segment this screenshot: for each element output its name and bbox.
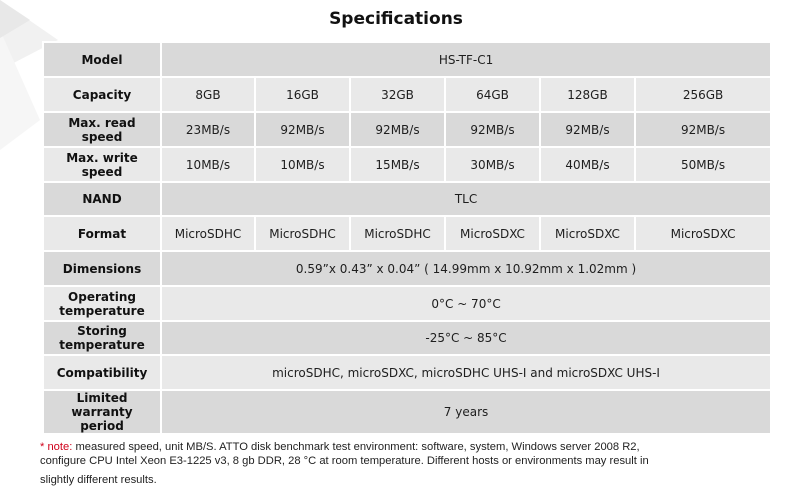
- note-line: slightly different results.: [40, 474, 157, 486]
- table-row-write-speed: [43, 147, 771, 182]
- row-label-line: period: [80, 419, 124, 433]
- note-line: configure CPU Intel Xeon E3-1225 v3, 8 gb DDR, 28 °C at room temperature. Different hosts or environments may result in: [40, 455, 649, 467]
- write-speed-cell: 10MB/s: [161, 147, 255, 182]
- table-row-operating-temperature: [43, 286, 771, 321]
- write-speed-cell: 15MB/s: [350, 147, 445, 182]
- format-cell: MicroSDXC: [445, 216, 540, 251]
- row-label: Format: [43, 216, 161, 251]
- storing-temperature-value: -25°C ~ 85°C: [161, 321, 771, 355]
- row-label: Model: [43, 42, 161, 77]
- nand-value: TLC: [161, 182, 771, 216]
- row-label: [43, 321, 161, 355]
- table-row-capacity: [43, 77, 771, 112]
- footnote: [40, 440, 760, 487]
- table-row-warranty: [43, 390, 771, 434]
- capacity-cell: 16GB: [255, 77, 350, 112]
- format-cell: MicroSDXC: [635, 216, 771, 251]
- row-label-line: temperature: [59, 303, 145, 318]
- format-cell: MicroSDXC: [540, 216, 635, 251]
- page-title: Specifications: [329, 9, 463, 29]
- row-label-line: Operating: [68, 289, 136, 304]
- read-speed-cell: 23MB/s: [161, 112, 255, 147]
- warranty-value: 7 years: [161, 390, 771, 434]
- write-speed-cell: 10MB/s: [255, 147, 350, 182]
- table-row-model: [43, 42, 771, 77]
- table-row-read-speed: [43, 112, 771, 147]
- compatibility-value: microSDHC, microSDXC, microSDHC UHS-I and microSDXC UHS-I: [161, 355, 771, 390]
- table-row-format: [43, 216, 771, 251]
- row-label: Compatibility: [43, 355, 161, 390]
- dimensions-value: 0.59”x 0.43” x 0.04” ( 14.99mm x 10.92mm x 1.02mm ): [161, 251, 771, 286]
- row-label-line: Limited warranty: [71, 391, 133, 419]
- capacity-cell: 8GB: [161, 77, 255, 112]
- model-value: HS-TF-C1: [161, 42, 771, 77]
- read-speed-cell: 92MB/s: [350, 112, 445, 147]
- row-label: Capacity: [43, 77, 161, 112]
- read-speed-cell: 92MB/s: [540, 112, 635, 147]
- row-label: Dimensions: [43, 251, 161, 286]
- format-cell: MicroSDHC: [161, 216, 255, 251]
- write-speed-cell: 50MB/s: [635, 147, 771, 182]
- operating-temperature-value: 0°C ~ 70°C: [161, 286, 771, 321]
- read-speed-cell: 92MB/s: [445, 112, 540, 147]
- row-label: [43, 390, 161, 434]
- specifications-table: [42, 41, 772, 435]
- table-row-compatibility: [43, 355, 771, 390]
- read-speed-cell: 92MB/s: [255, 112, 350, 147]
- row-label: Max. write speed: [43, 147, 161, 182]
- note-prefix: * note:: [40, 441, 73, 453]
- capacity-cell: 128GB: [540, 77, 635, 112]
- row-label: [43, 286, 161, 321]
- table-row-dimensions: [43, 251, 771, 286]
- capacity-cell: 32GB: [350, 77, 445, 112]
- table-row-nand: [43, 182, 771, 216]
- read-speed-cell: 92MB/s: [635, 112, 771, 147]
- row-label-line: temperature: [59, 338, 145, 352]
- format-cell: MicroSDHC: [255, 216, 350, 251]
- write-speed-cell: 30MB/s: [445, 147, 540, 182]
- format-cell: MicroSDHC: [350, 216, 445, 251]
- capacity-cell: 64GB: [445, 77, 540, 112]
- row-label: NAND: [43, 182, 161, 216]
- row-label: Max. read speed: [43, 112, 161, 147]
- table-row-storing-temperature: [43, 321, 771, 355]
- capacity-cell: 256GB: [635, 77, 771, 112]
- write-speed-cell: 40MB/s: [540, 147, 635, 182]
- row-label-line: Storing: [77, 324, 127, 338]
- note-line: measured speed, unit MB/S. ATTO disk benchmark test environment: software, system, Windows server 2008 R2,: [72, 441, 640, 453]
